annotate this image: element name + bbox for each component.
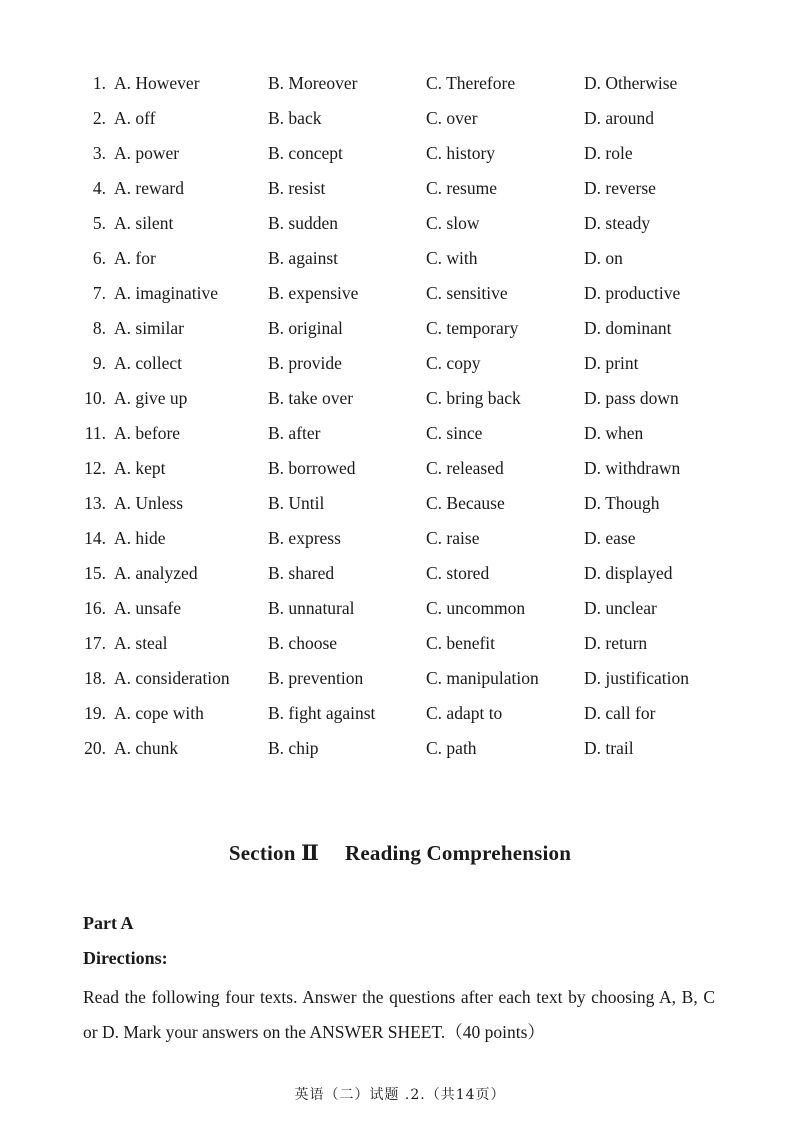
- option-d: D. pass down: [584, 388, 679, 408]
- option-c: C. with: [426, 248, 478, 268]
- option-c: C. over: [426, 108, 478, 128]
- option-b: B. Until: [268, 493, 325, 513]
- question-number: 18.: [84, 668, 106, 688]
- question-number: 16.: [84, 598, 106, 618]
- question-row: [0, 626, 800, 661]
- option-d: D. print: [584, 353, 639, 373]
- option-b: B. after: [268, 423, 321, 443]
- question-number: 3.: [92, 143, 106, 163]
- question-row: [0, 346, 800, 381]
- question-number: 4.: [92, 178, 106, 198]
- option-c: C. bring back: [426, 388, 521, 408]
- option-d: D. justification: [584, 668, 689, 688]
- option-a: A. hide: [114, 528, 166, 548]
- option-b: B. provide: [268, 353, 342, 373]
- option-d: D. return: [584, 633, 648, 653]
- option-b: B. choose: [268, 633, 338, 653]
- question-number: 5.: [92, 213, 106, 233]
- option-c: C. sensitive: [426, 283, 508, 303]
- option-b: B. back: [268, 108, 322, 128]
- option-c: C. adapt to: [426, 703, 503, 723]
- question-row: [0, 381, 800, 416]
- question-row: [0, 556, 800, 591]
- option-b: B. unnatural: [268, 598, 355, 618]
- option-a: A. cope with: [114, 703, 204, 723]
- option-d: D. displayed: [584, 563, 673, 583]
- option-a: A. imaginative: [114, 283, 219, 303]
- question-row: [0, 101, 800, 136]
- question-row: [0, 591, 800, 626]
- option-d: D. reverse: [584, 178, 656, 198]
- option-c: C. Because: [426, 493, 505, 513]
- option-a: A. However: [114, 73, 200, 93]
- question-number: 9.: [92, 353, 106, 373]
- option-c: C. copy: [426, 353, 481, 373]
- question-row: [0, 241, 800, 276]
- question-number: 19.: [84, 703, 106, 723]
- option-b: B. chip: [268, 738, 319, 758]
- option-b: B. expensive: [268, 283, 359, 303]
- option-d: D. productive: [584, 283, 681, 303]
- option-b: B. concept: [268, 143, 343, 163]
- option-a: A. consideration: [114, 668, 230, 688]
- option-c: C. resume: [426, 178, 497, 198]
- question-number: 14.: [84, 528, 106, 548]
- part-title: Part A: [83, 913, 134, 933]
- question-number: 20.: [84, 738, 106, 758]
- option-c: C. slow: [426, 213, 480, 233]
- option-b: B. express: [268, 528, 341, 548]
- question-row: [0, 276, 800, 311]
- question-row: [0, 206, 800, 241]
- option-c: C. benefit: [426, 633, 496, 653]
- option-d: D. steady: [584, 213, 651, 233]
- option-c: C. stored: [426, 563, 490, 583]
- option-a: A. for: [114, 248, 156, 268]
- option-b: B. sudden: [268, 213, 338, 233]
- option-b: B. borrowed: [268, 458, 356, 478]
- option-d: D. Otherwise: [584, 73, 678, 93]
- option-d: D. role: [584, 143, 633, 163]
- question-number: 10.: [84, 388, 106, 408]
- option-c: C. temporary: [426, 318, 519, 338]
- option-c: C. since: [426, 423, 483, 443]
- question-row: [0, 136, 800, 171]
- option-a: A. reward: [114, 178, 184, 198]
- option-a: A. collect: [114, 353, 183, 373]
- option-a: A. off: [114, 108, 156, 128]
- option-d: D. unclear: [584, 598, 657, 618]
- directions-title: Directions:: [83, 948, 168, 968]
- question-row: [0, 696, 800, 731]
- question-row: [0, 416, 800, 451]
- option-d: D. when: [584, 423, 644, 443]
- section-heading: [0, 840, 800, 866]
- section-title: Reading Comprehension: [344, 841, 572, 865]
- option-c: C. raise: [426, 528, 480, 548]
- question-number: 1.: [92, 73, 106, 93]
- option-a: A. steal: [114, 633, 168, 653]
- question-number: 8.: [92, 318, 106, 338]
- option-d: D. dominant: [584, 318, 672, 338]
- question-row: [0, 171, 800, 206]
- directions-text: Read the following four texts. Answer the questions after each text by choosing A, B, C or D. Mark your answers on the ANSWER SHEET.（40 points）: [83, 987, 715, 1042]
- option-a: A. before: [114, 423, 181, 443]
- question-row: [0, 486, 800, 521]
- question-number: 17.: [84, 633, 106, 653]
- option-a: A. similar: [114, 318, 184, 338]
- question-row: [0, 451, 800, 486]
- option-d: D. around: [584, 108, 654, 128]
- option-c: C. path: [426, 738, 477, 758]
- question-number: 2.: [92, 108, 106, 128]
- option-c: C. history: [426, 143, 496, 163]
- option-d: D. withdrawn: [584, 458, 681, 478]
- option-a: A. give up: [114, 388, 188, 408]
- question-number: 7.: [92, 283, 106, 303]
- option-b: B. take over: [268, 388, 354, 408]
- option-c: C. released: [426, 458, 504, 478]
- option-b: B. fight against: [268, 703, 376, 723]
- option-b: B. Moreover: [268, 73, 358, 93]
- option-a: A. power: [114, 143, 180, 163]
- section-label: Section Ⅱ: [228, 841, 319, 865]
- question-list: [0, 66, 800, 766]
- question-number: 6.: [92, 248, 106, 268]
- option-c: C. uncommon: [426, 598, 526, 618]
- option-a: A. kept: [114, 458, 166, 478]
- option-b: B. resist: [268, 178, 326, 198]
- question-number: 11.: [84, 423, 106, 443]
- option-a: A. chunk: [114, 738, 179, 758]
- question-number: 12.: [84, 458, 106, 478]
- page-footer: 英语（二）试题 .2.（共14页）: [294, 1087, 506, 1103]
- question-row: [0, 311, 800, 346]
- option-d: D. call for: [584, 703, 656, 723]
- option-d: D. on: [584, 248, 623, 268]
- question-row: [0, 521, 800, 556]
- option-c: C. manipulation: [426, 668, 539, 688]
- option-a: A. analyzed: [114, 563, 198, 583]
- option-b: B. against: [268, 248, 338, 268]
- option-c: C. Therefore: [426, 73, 516, 93]
- option-a: A. Unless: [114, 493, 184, 513]
- option-b: B. original: [268, 318, 343, 338]
- question-row: [0, 731, 800, 766]
- question-number: 15.: [84, 563, 106, 583]
- question-number: 13.: [84, 493, 106, 513]
- option-d: D. trail: [584, 738, 634, 758]
- option-a: A. unsafe: [114, 598, 182, 618]
- option-d: D. Though: [584, 493, 660, 513]
- question-row: [0, 66, 800, 101]
- option-d: D. ease: [584, 528, 636, 548]
- option-b: B. shared: [268, 563, 335, 583]
- option-a: A. silent: [114, 213, 174, 233]
- option-b: B. prevention: [268, 668, 364, 688]
- question-row: [0, 661, 800, 696]
